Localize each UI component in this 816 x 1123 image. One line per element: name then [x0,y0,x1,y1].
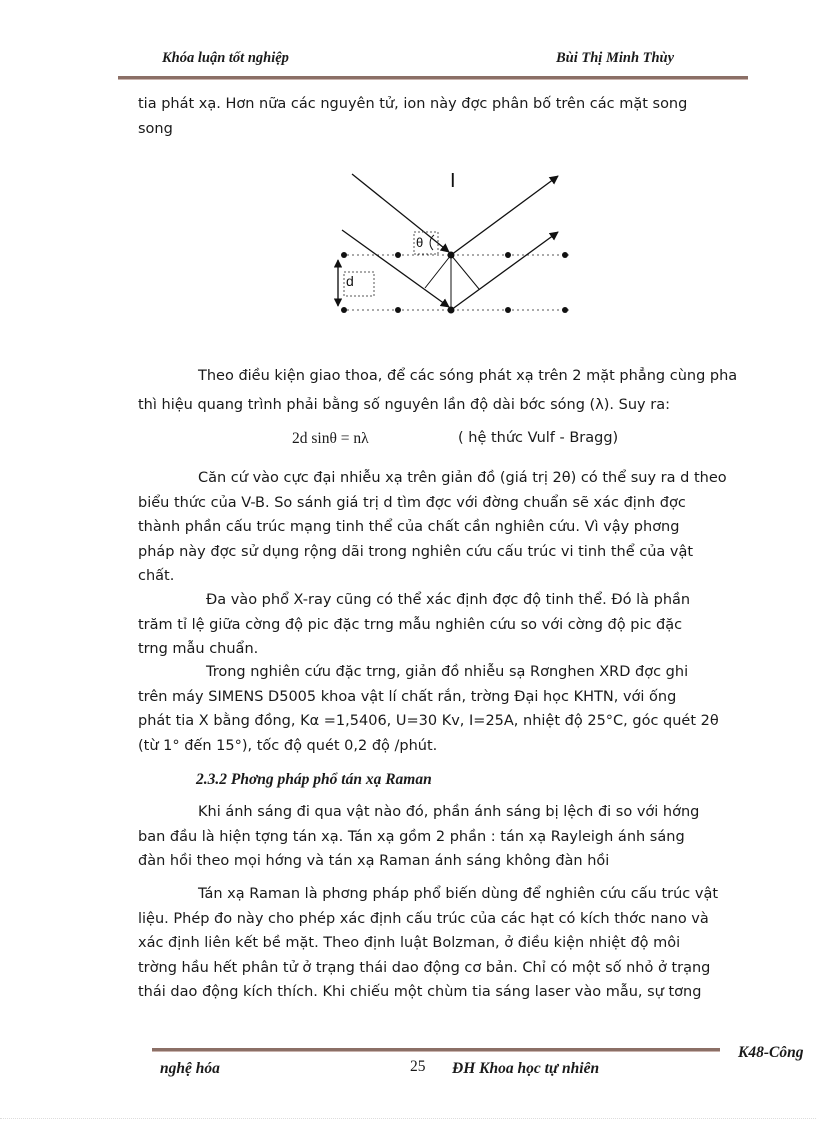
header-right: Bùi Thị Minh Thùy [556,50,675,66]
intensity-label: I [450,170,456,192]
text-line: trăm tỉ lệ giữa cờng độ pic đặc trng mẫu nghiên cứu so với cờng độ pic đặc [138,616,683,633]
paragraph-1 [138,92,718,141]
text-line: Khi ánh sáng đi qua vật nào đó, phần ánh sáng bị lệch đi so với hớng [198,804,700,820]
footer-center: ĐH Khoa học tự nhiên [452,1060,600,1077]
theta-label: θ [416,235,424,250]
text-line: thái dao động kích thích. Khi chiếu một chùm tia sáng laser vào mẫu, sự tơng [138,984,702,1000]
text-line: chất. [138,568,175,584]
text-line: đàn hồi theo mọi hớng và tán xạ Raman ánh sáng không đàn hồi [138,853,610,869]
text-line: trên máy SIMENS D5005 khoa vật lí chất rắn, trờng Đại học KHTN, với ống [138,688,677,705]
text-line: Theo điều kiện giao thoa, để các sóng phát xạ trên 2 mặt phẳng cùng pha [198,368,738,384]
paragraph-6 [138,800,718,874]
path-construction-right [451,255,479,289]
d-label: d [346,273,354,289]
text-line: trng mẫu chuẩn. [138,641,259,657]
paragraph-2 [138,364,738,417]
header-left: Khóa luận tốt nghiệp [162,50,289,66]
incident-ray-2 [342,230,449,307]
text-line: biểu thức của V-B. So sánh giá trị d tìm đợc với đờng chuẩn sẽ xác định đợc [138,494,686,511]
incident-ray-1 [352,174,449,252]
footer-rule [152,1048,720,1052]
text-line: Tán xạ Raman là phơng pháp phổ biến dùng để nghiên cứu cấu trúc vật [198,886,719,902]
text-line: thì hiệu quang trình phải bằng số nguyên lần độ dài bớc sóng (λ). Suy ra: [138,396,670,413]
text-line: thành phần cấu trúc mạng tinh thể của chất cần nghiên cứu. Vì vậy phơng [138,519,680,535]
text-line: ban đầu là hiện tợng tán xạ. Tán xạ gồm 2 phần : tán xạ Rayleigh ánh sáng [138,828,685,845]
text-line: trờng hầu hết phân tử ở trạng thái dao động cơ bản. Chỉ có một số nhỏ ở trạng [138,959,711,976]
bragg-diagram [330,160,590,320]
page-number: 25 [410,1058,426,1075]
text-line: liệu. Phép đo này cho phép xác định cấu trúc của các hạt có kích thớc nano và [138,910,709,927]
page-bottom-dotted-line [0,1118,816,1119]
text-line: phát tia X bằng đồng, Kα =1,5406, U=30 Kv, I=25A, nhiệt độ 25°C, góc quét 2θ [138,713,719,729]
text-line: Căn cứ vào cực đại nhiễu xạ trên giản đồ (giá trị 2θ) có thể suy ra d theo [198,470,727,486]
text-line: pháp này đợc sử dụng rộng dãi trong nghiên cứu cấu trúc vi tinh thể của vật [138,543,694,560]
paragraph-5 [138,660,718,758]
footer-left: nghệ hóa [160,1060,220,1077]
paragraph-3 [138,466,727,589]
header-rule [118,76,748,80]
bragg-law-name: ( hệ thức Vulf - Bragg) [458,430,619,446]
paragraph-7 [138,882,718,1005]
path-construction-left [425,255,451,288]
paragraph-4 [138,588,718,662]
text-line: song [138,120,173,137]
text-line: xác định liên kết bề mặt. Theo định luật Bolzman, ở điều kiện nhiệt độ môi [138,935,681,951]
text-line: Trong nghiên cứu đặc trng, giản đồ nhiễu sạ Rơnghen XRD đợc ghi [206,664,689,680]
bragg-equation: 2d sinθ = nλ [292,430,369,447]
text-line: tia phát xạ. Hơn nữa các nguyên tử, ion này đợc phân bố trên các mặt song [138,96,688,112]
text-line: Đa vào phổ X-ray cũng có thể xác định đợc độ tinh thể. Đó là phần [206,592,691,608]
section-heading: 2.3.2 Phơng pháp phổ tán xạ Raman [196,771,432,788]
text-line: (từ 1° đến 15°), tốc độ quét 0,2 độ /phút. [138,737,438,754]
footer-right-top: K48-Công [738,1044,804,1061]
